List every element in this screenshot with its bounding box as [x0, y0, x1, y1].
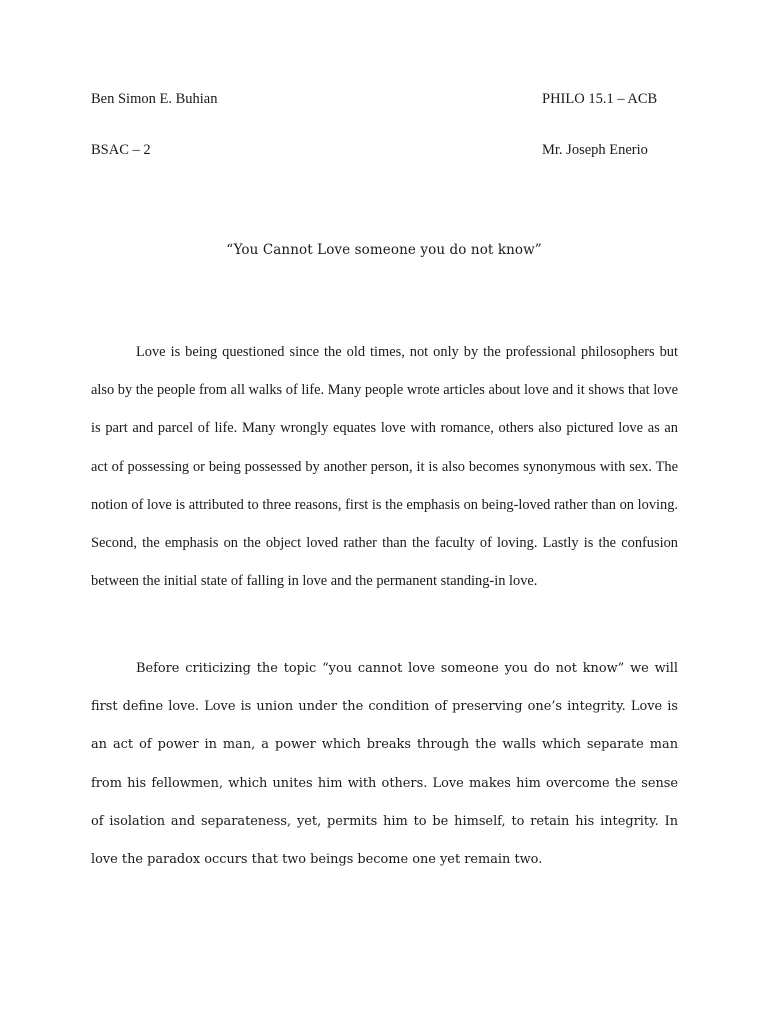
essay-paragraph-2: Before criticizing the topic “you cannot love someone you do not know” we will first define love. Love is union under the condition of preserving one’s integrity. Love is an act of power in man, a power which breaks through the walls which separate man from his fellowmen, which unites him with others. Love makes him overcome the sense of isolation and separateness, yet, permits him to be himself, to retain his integrity. In love the paradox occurs that two beings become one yet remain two.	[91, 661, 678, 868]
course-code: PHILO 15.1 – ACB	[542, 91, 658, 107]
essay-title: “You Cannot Love someone you do not know”	[226, 242, 542, 258]
student-name: Ben Simon E. Buhian	[91, 91, 218, 107]
instructor-name: Mr. Joseph Enerio	[542, 142, 648, 158]
program-year: BSAC – 2	[91, 142, 151, 158]
essay-paragraph-1: Love is being questioned since the old times, not only by the professional philosophers but also by the people from all walks of life. Many people wrote articles about love and it shows that love is part and parcel of life. Many wrongly equates love with romance, others also pictured love as an act of possessing or being possessed by another person, it is also becomes synonymous with sex. The notion of love is attributed to three reasons, first is the emphasis on being-loved rather than on loving. Second, the emphasis on the object loved rather than the faculty of loving. Lastly is the confusion between the initial state of falling in love and the permanent standing-in love.	[91, 344, 678, 590]
